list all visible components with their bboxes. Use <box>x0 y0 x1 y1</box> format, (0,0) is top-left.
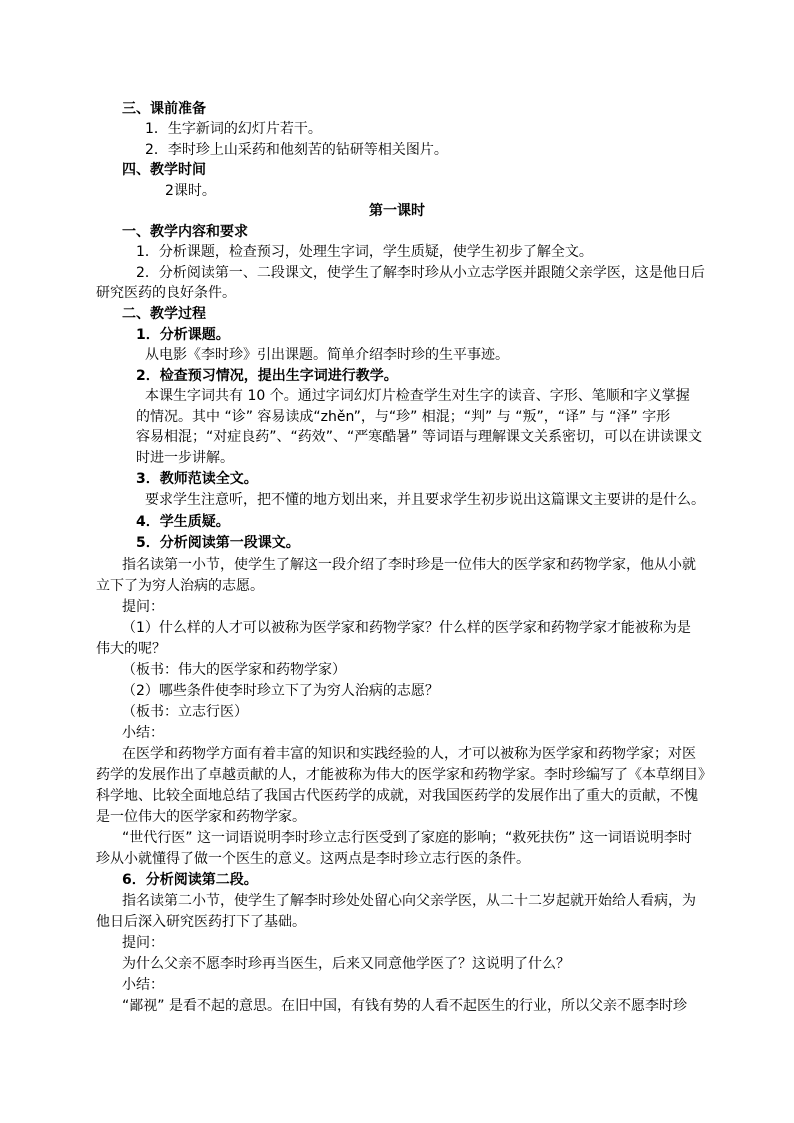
section-heading: 一、教学内容和要求 <box>122 224 248 240</box>
subsection-heading: 6．分析阅读第二段。 <box>122 872 258 888</box>
text-line: 2课时。 <box>165 183 216 199</box>
text-line: 1．生字新词的幻灯片若干。 <box>145 121 322 137</box>
text-line: 是一位伟大的医学家和药物学家。 <box>96 809 306 825</box>
text-line: 2．分析阅读第一、二段课文，使学生了解李时珍从小立志学医并跟随父亲学医，这是他日后 <box>136 265 705 281</box>
text-line: 容易相混；“对症良药”、“药效”、“严寒酷暑” 等词语与理解课文关系密切，可以在讲读课文 <box>136 429 702 445</box>
text-line: 指名读第二小节，使学生了解李时珍处处留心向父亲学医，从二十二岁起就开始给人看病，为 <box>122 893 696 909</box>
text-line: 本课生字词共有 10 个。通过字词幻灯片检查学生对生字的读音、字形、笔顺和字义掌握 <box>145 388 690 404</box>
section-heading: 四、教学时间 <box>122 162 206 178</box>
text-line: （1）什么样的人才可以被称为医学家和药物学家？什么样的医学家和药物学家才能被称为是 <box>122 620 691 636</box>
text-line: “鄙视” 是看不起的意思。在旧中国，有钱有势的人看不起医生的行业，所以父亲不愿李时珍 <box>122 998 687 1014</box>
text-line: （板书：伟大的医学家和药物学家） <box>122 662 346 678</box>
text-line: 指名读第一小节，使学生了解这一段介绍了李时珍是一位伟大的医学家和药物学家，他从小就 <box>122 557 696 573</box>
text-line: 为什么父亲不愿李时珍再当医生，后来又同意他学医了？这说明了什么？ <box>122 956 570 972</box>
text-line: （板书：立志行医） <box>122 704 248 720</box>
text-line: 伟大的呢？ <box>96 641 166 657</box>
text-line: 小结： <box>122 977 164 993</box>
text-line: 提问： <box>122 935 164 951</box>
text-line: 1．分析课题，检查预习，处理生字词，学生质疑，使学生初步了解全文。 <box>136 244 593 260</box>
text-line: 药学的发展作出了卓越贡献的人，才能被称为伟大的医学家和药物学家。李时珍编写了《本草纲目》 <box>96 767 712 783</box>
text-line: 从电影《李时珍》引出课题。简单介绍李时珍的生平事迹。 <box>145 347 509 363</box>
text-line: 科学地、比较全面地总结了我国古代医药学的成就，对我国医药学的发展作出了重大的贡献，不愧 <box>96 788 698 804</box>
text-line: （2）哪些条件使李时珍立下了为穷人治病的志愿？ <box>122 683 439 699</box>
subsection-heading: 4．学生质疑。 <box>136 514 230 530</box>
text-line: 珍从小就懂得了做一个医生的意义。这两点是李时珍立志行医的条件。 <box>96 851 530 867</box>
text-line: “世代行医” 这一词语说明李时珍立志行医受到了家庭的影响；“救死扶伤” 这一词语说明李时 <box>122 830 692 846</box>
section-heading: 三、课前准备 <box>122 101 206 117</box>
text-line: 提问： <box>122 599 164 615</box>
text-line: 时进一步讲解。 <box>136 450 234 466</box>
text-line: 在医学和药物学方面有着丰富的知识和实践经验的人，才可以被称为医学家和药物学家；对医 <box>122 746 696 762</box>
lesson-title: 第一课时 <box>369 203 425 219</box>
section-heading: 二、教学过程 <box>122 306 206 322</box>
subsection-heading: 3．教师范读全文。 <box>136 471 258 487</box>
text-line: 2．李时珍上山采药和他刻苦的钻研等相关图片。 <box>145 142 448 158</box>
text-line: 要求学生注意听，把不懂的地方划出来，并且要求学生初步说出这篇课文主要讲的是什么。 <box>145 492 705 508</box>
subsection-heading: 5．分析阅读第一段课文。 <box>136 535 300 551</box>
subsection-heading: 2．检查预习情况，提出生字词进行教学。 <box>136 368 398 384</box>
text-line: 研究医药的良好条件。 <box>96 285 236 301</box>
text-line: 他日后深入研究医药打下了基础。 <box>96 914 306 930</box>
text-line: 立下了为穷人治病的志愿。 <box>96 578 264 594</box>
subsection-heading: 1．分析课题。 <box>136 327 230 343</box>
text-line: 小结： <box>122 725 164 741</box>
text-line: 的情况。其中 “诊” 容易读成“zhěn”，与“珍” 相混；“判” 与 “叛”，“译” 与 “泽” 字形 <box>136 409 671 425</box>
